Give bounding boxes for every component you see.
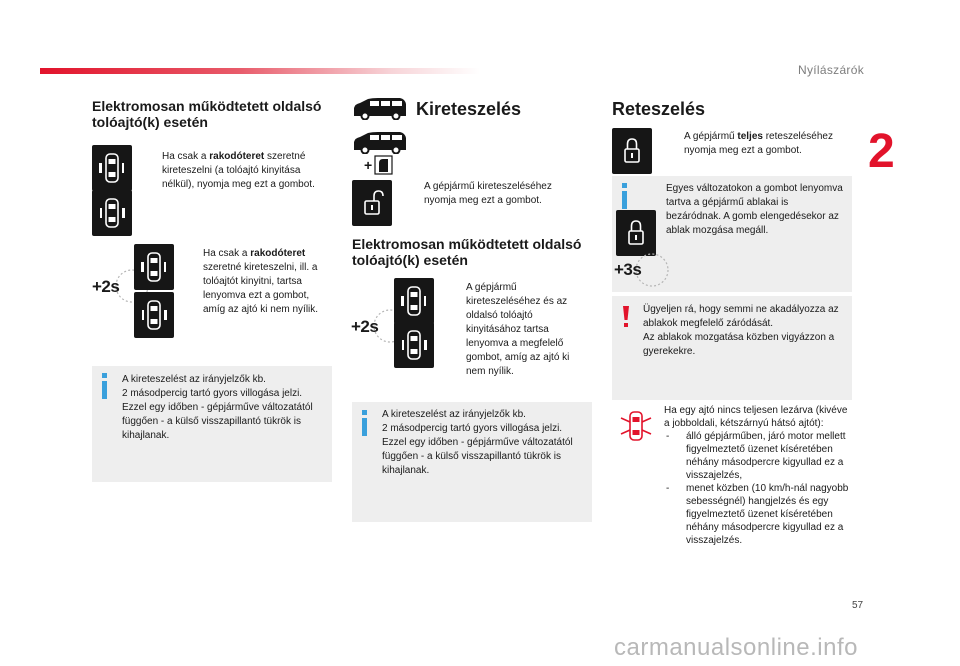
sliding-door-right-key-icon	[394, 322, 434, 368]
timer-label: +3s	[614, 260, 642, 279]
plus-seat-icon	[364, 154, 394, 176]
column2-subheading: Elektromosan működtetett oldalsó tolóajtó(k) esetén	[352, 236, 582, 268]
unlock-key-icon	[352, 180, 392, 226]
lock-key-icon	[612, 128, 652, 174]
exclamation-icon	[622, 306, 630, 328]
column2-item2: A gépjármű kireteszeléséhez és az oldalsó tolóajtó kinyitásához tartsa lenyomva a megfelelő gombot, amíg az ajtó ki nem nyílik.	[466, 282, 570, 377]
sliding-door-left-key-icon	[134, 244, 174, 290]
timer-label: +2s	[92, 277, 120, 296]
sliding-door-right-key-icon	[134, 292, 174, 338]
header-accent-bar	[40, 68, 480, 74]
chapter-number: 2	[868, 125, 895, 178]
chapter-name: Nyílászárók	[798, 63, 864, 77]
column1-item2: Ha csak a rakodóteret szeretné kireteszelni, ill. a tolóajtót kinyitni, tartsa lenyomva ezt a gombot, amíg az ajtó ki nem nyílik.	[203, 248, 319, 315]
page-number: 57	[852, 600, 864, 611]
column2-heading: Kireteszelés	[416, 99, 522, 119]
lock-key-icon	[616, 210, 656, 256]
info-icon	[100, 373, 110, 399]
sliding-door-left-key-icon	[394, 278, 434, 324]
sliding-door-right-key-icon	[92, 190, 132, 236]
door-warning-item2: menet közben (10 km/h-nál nagyobb sebességnél) hangjelzés és egy figyelmeztető üzenet kíséretében néhány másodpercre kigyullad ez a visszajelzés.	[686, 483, 849, 546]
watermark: carmanualsonline.info	[614, 634, 858, 661]
timer-label: +2s	[351, 317, 379, 336]
column3-warning-text: Ügyeljen rá, hogy semmi ne akadályozza az ablakok megfelelő záródását. Az ablakok mozgatása közben vigyázzon a gyerekekre.	[643, 304, 839, 357]
car-icon	[352, 96, 408, 120]
column3-info-text: Egyes változatokon a gombot lenyomva tartva a gépjármű ablakai is bezáródnak. A gomb elengedésekor az ablak mozgása megáll.	[666, 183, 843, 236]
column2-info-text: A kireteszelést az irányjelzők kb. 2 másodpercig tartó gyors villogása jelzi. Ezzel egy időben - gépjárműve változatától függően - a külső visszapillantó tükrök is kihajlanak.	[382, 409, 573, 476]
sliding-door-left-key-icon	[92, 145, 132, 191]
info-icon	[620, 183, 630, 209]
info-icon	[360, 410, 370, 436]
door-warning-item1: álló gépjárműben, járó motor mellett figyelmeztető üzenet kíséretében néhány másodpercre kigyullad ez a visszajelzés,	[686, 431, 846, 481]
door-open-warning-icon	[616, 406, 656, 446]
column1-heading: Elektromosan működtetett oldalsó tolóajtó(k) esetén	[92, 98, 322, 130]
list-item: - menet közben (10 km/h-nál nagyobb sebességnél) hangjelzés és egy figyelmeztető üzenet kíséretében néhány másodpercre kigyullad ez a visszajelzés.	[666, 483, 849, 546]
door-warning-intro: Ha egy ajtó nincs teljesen lezárva (kivéve a jobboldali, kétszárnyú hátsó ajtót):	[664, 405, 848, 429]
column1-item1: Ha csak a rakodóteret szeretné kireteszelni (a tolóajtó kinyitása nélkül), nyomja meg ezt a gombot.	[162, 151, 315, 190]
svg-text:+: +	[364, 157, 373, 173]
column3-item1: A gépjármű teljes reteszeléséhez nyomja meg ezt a gombot.	[684, 131, 833, 156]
column2-item1: A gépjármű kireteszeléséhez nyomja meg ezt a gombot.	[424, 181, 552, 206]
van-icon	[352, 130, 408, 154]
column3-door-warning	[664, 404, 854, 547]
list-item: - álló gépjárműben, járó motor mellett figyelmeztető üzenet kíséretében néhány másodpercre kigyullad ez a visszajelzés,	[666, 431, 846, 481]
column3-heading: Reteszelés	[612, 99, 706, 119]
column1-info-text: A kireteszelést az irányjelzők kb. 2 másodpercig tartó gyors villogása jelzi. Ezzel egy időben - gépjárműve változatától függően - a külső visszapillantó tükrök is kihajlanak.	[122, 374, 313, 441]
